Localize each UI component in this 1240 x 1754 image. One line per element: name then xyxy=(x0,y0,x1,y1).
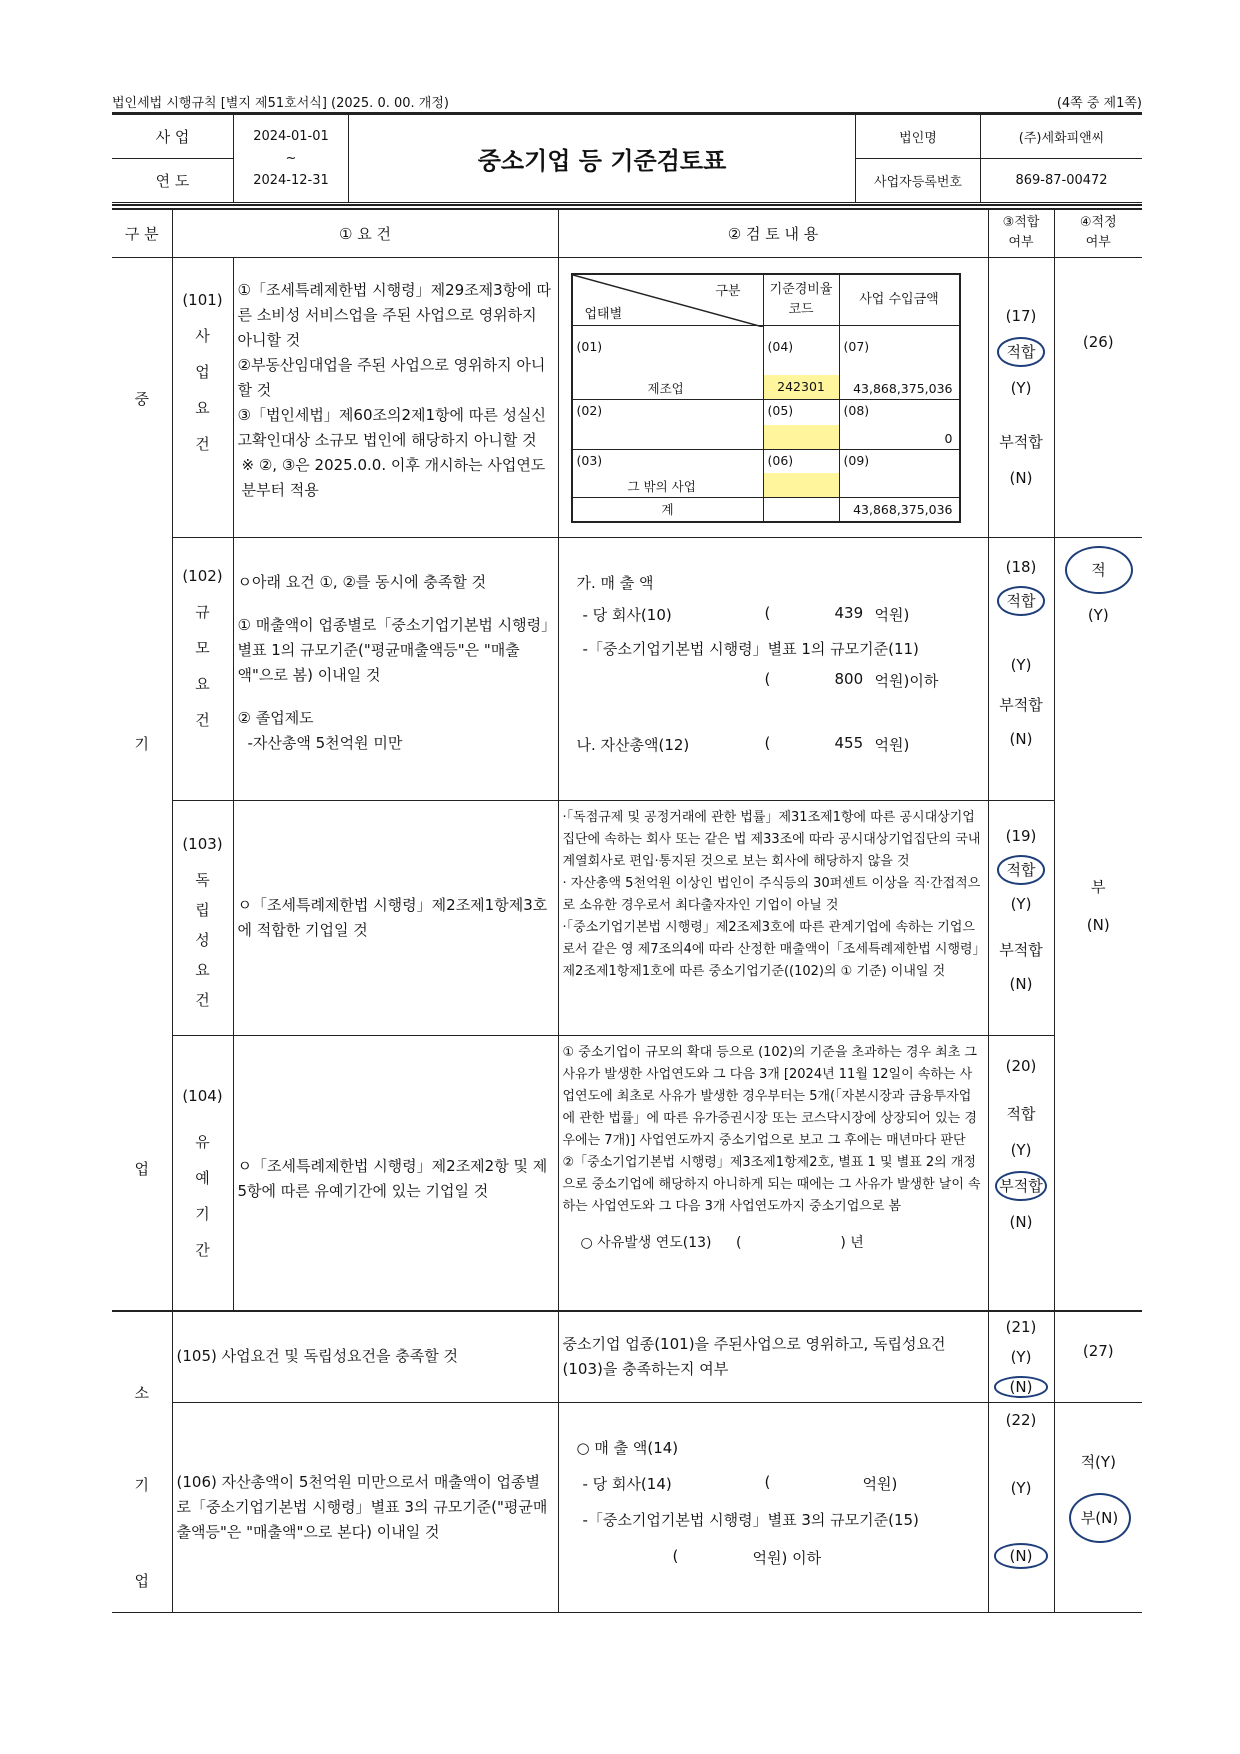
r103-name-char: 성 xyxy=(195,931,210,949)
paren-open: ( xyxy=(764,733,771,752)
r104-name-char: 간 xyxy=(195,1240,210,1259)
sme-char-1: 중 xyxy=(134,389,149,408)
col-category: 구 분 xyxy=(112,209,172,257)
fit-no: (18) xyxy=(1005,557,1037,576)
r101-req-2: ②부동산임대업을 주된 사업으로 영위하지 아니할 것 xyxy=(237,355,546,399)
unfit-label: 부적합 xyxy=(995,1171,1046,1201)
r102-name-char: 모 xyxy=(195,638,210,657)
r104-name xyxy=(172,1036,233,1311)
r104-name-char: 유 xyxy=(195,1132,210,1151)
fit-y: (Y) xyxy=(1010,895,1032,913)
ok-y: (Y) xyxy=(1087,605,1109,624)
sme-char-3: 업 xyxy=(134,1159,149,1178)
fit-y: (Y) xyxy=(1010,378,1032,397)
industry-row-3 xyxy=(572,450,764,498)
unfit-n: (N) xyxy=(994,1543,1049,1569)
col-fit-2: 여부 xyxy=(1008,235,1034,251)
own-rev-label: - 당 회사(10) xyxy=(582,605,672,624)
not-ok-n: (N) xyxy=(1086,915,1110,934)
unfit-n: (N) xyxy=(1009,729,1033,748)
paren-open: ( xyxy=(764,1473,771,1491)
own-rev-value: 439 xyxy=(834,603,864,622)
asset-unit: 억원) xyxy=(874,735,910,754)
r102-req-1: ① 매출액이 업종별로「중소기업기본법 시행령」별표 1의 규모기준("평균매출액등"은 "매출액"으로 봄) 이내일 것 xyxy=(237,615,549,684)
fit-no: (22) xyxy=(1005,1411,1037,1429)
col-requirement: ① 요 건 xyxy=(172,209,558,257)
review-table xyxy=(112,208,1142,1613)
form-header xyxy=(112,92,1142,111)
r102-review xyxy=(558,537,988,801)
r105-requirement: (105) 사업요건 및 독립성요건을 충족할 것 xyxy=(172,1311,558,1403)
paren-open: ( xyxy=(764,603,771,622)
r104-name-char: 기 xyxy=(195,1204,210,1223)
code-cell-3 xyxy=(763,450,839,498)
col-ok-2: 여부 xyxy=(1085,235,1111,251)
col-ok xyxy=(1054,209,1142,257)
code-value: 242301 xyxy=(764,375,839,399)
rev-no: (07) xyxy=(843,339,870,354)
r102-fit xyxy=(988,537,1054,801)
r102-no: (102) xyxy=(182,566,223,585)
r101-requirement xyxy=(233,257,558,537)
small-char-2: 기 xyxy=(134,1475,149,1494)
r104-review xyxy=(558,1036,988,1311)
not-ok: 부 xyxy=(1091,877,1106,896)
own-rev-label: - 당 회사(14) xyxy=(582,1475,672,1493)
h-rev: 사업 수입금액 xyxy=(839,274,960,326)
fit-option-circled xyxy=(989,853,1054,887)
r106-requirement: (106) 자산총액이 5천억원 미만으로서 매출액이 업종별로「중소기업기본법 시행령」별표 3의 규모기준("평균매출액등"은 "매출액"으로 본다) 이내일 것 xyxy=(172,1403,558,1613)
r101-name-char: 건 xyxy=(195,434,210,453)
std-label: -「중소기업기본법 시행령」별표 1의 규모기준(11) xyxy=(582,639,919,658)
fit-option-circled xyxy=(989,584,1054,618)
unfit-label: 부적합 xyxy=(999,695,1043,714)
r104-review-1: ① 중소기업이 규모의 확대 등으로 (102)의 기준을 초과하는 경우 최초 그 사유가 발생한 사업연도와 그 다음 3개 [2024년 11월 12일이 속하는 사업연도에 최초로 사유가 발생한 경우부터는 5개(「자본시장과 금융투자업에 관한 법률」에 따른 유가증권시장 또는 코스닥시장에 상장되어 있는 경우에는 7개)] 사업연도까지 중소기업으로 보고 그 후에는 매년마다 판단 xyxy=(562,1045,977,1148)
code-cell-2 xyxy=(763,400,839,450)
page-indicator: (4쪽 중 제1쪽) xyxy=(1056,96,1142,111)
code-value xyxy=(764,425,839,449)
r101-req-1: ①「조세특례제한법 시행령」제29조제3항에 따른 소비성 서비스업을 주된 사업으로 영위하지 아니할 것 xyxy=(237,280,551,349)
r106-fit xyxy=(988,1403,1054,1613)
r104-name-char: 예 xyxy=(195,1168,210,1187)
paren-open: ( xyxy=(764,669,771,688)
r101-review xyxy=(558,257,988,537)
r101-no: (101) xyxy=(182,290,223,309)
row-no: (01) xyxy=(576,339,603,354)
std-label: -「중소기업기본법 시행령」별표 3의 규모기준(15) xyxy=(582,1511,919,1529)
asset-value: 455 xyxy=(834,733,864,752)
row-no: (03) xyxy=(576,453,603,468)
fit-no: (20) xyxy=(1005,1057,1037,1075)
r101-fit xyxy=(988,257,1054,537)
row-name: 그 밖의 사업 xyxy=(627,479,696,494)
total-label: 계 xyxy=(572,498,764,522)
period-label-1: 사 업 xyxy=(112,115,234,159)
unfit-n: (N) xyxy=(994,1376,1049,1398)
small-char-1: 소 xyxy=(134,1383,149,1402)
rev-no: (09) xyxy=(843,453,870,468)
fit-no: (21) xyxy=(1005,1317,1037,1336)
corp-name: (주)세화피앤씨 xyxy=(981,115,1143,159)
unfit-option-circled xyxy=(989,1539,1054,1573)
r103-name xyxy=(172,801,233,1036)
r105-fit xyxy=(988,1311,1054,1403)
col-fit xyxy=(988,209,1054,257)
r102-req-intro: ㅇ아래 요건 ①, ②를 동시에 충족할 것 xyxy=(237,572,487,591)
r101-name xyxy=(172,257,233,537)
fit-label: 적합 xyxy=(1006,1105,1036,1123)
unfit-label: 부적합 xyxy=(999,432,1043,451)
r103-name-char: 독 xyxy=(195,871,210,889)
sme-category xyxy=(112,257,172,1311)
cause-year-unit: ) 년 xyxy=(840,1235,864,1251)
r102-name xyxy=(172,537,233,801)
r104-review-2: ②「중소기업기본법 시행령」제3조제1항제2호, 별표 1 및 별표 2의 개정으로 중소기업에 해당하지 아니하게 되는 때에는 그 사유가 발생한 날이 속하는 사업연도와 그 다음 3개 사업연도까지 중소기업으로 봄 xyxy=(562,1155,981,1214)
cause-year xyxy=(563,1232,984,1254)
rev-value: 0 xyxy=(944,431,953,446)
code-cell-1 xyxy=(763,326,839,400)
fit-no: (17) xyxy=(1005,306,1037,325)
rev-title: 가. 매 출 액 xyxy=(576,573,654,592)
rev-cell-1 xyxy=(839,326,960,400)
row-name: 제조업 xyxy=(647,381,684,396)
r101-name-char: 요 xyxy=(195,398,210,417)
corp-name-label: 법인명 xyxy=(856,115,981,159)
code-no: (06) xyxy=(767,453,794,468)
rev-cell-2 xyxy=(839,400,960,450)
industry-table xyxy=(571,273,961,523)
r103-fit xyxy=(988,801,1054,1036)
r103-no: (103) xyxy=(182,835,223,853)
h-type: 업태별 xyxy=(584,306,623,322)
r103-requirement: ㅇ「조세특례제한법 시행령」제2조제1항제3호에 적합한 기업일 것 xyxy=(233,801,558,1036)
own-rev-unit: 억원) xyxy=(874,605,910,624)
r103-name-char: 립 xyxy=(195,901,210,919)
total-value: 43,868,375,036 xyxy=(839,498,960,522)
title-rule xyxy=(112,204,1142,206)
ok-circled: 적 xyxy=(1065,546,1133,594)
col-ok-1: ④적정 xyxy=(1079,215,1117,231)
fit-y: (Y) xyxy=(1010,1347,1032,1366)
unfit-label: 부적합 xyxy=(999,941,1043,959)
paren-open: ( xyxy=(735,1235,742,1251)
biz-no-label: 사업자등록번호 xyxy=(856,159,981,203)
cause-year-label: ○ 사유발생 연도(13) xyxy=(580,1235,712,1251)
col-fit-1: ③적합 xyxy=(1002,215,1040,231)
small-category xyxy=(112,1311,172,1613)
r101-name-char: 업 xyxy=(195,362,210,381)
r101-req-3: ③「법인세법」제60조의2제1항에 따른 성실신고확인대상 소규모 법인에 해당하지 아니할 것 xyxy=(237,405,547,449)
h-code: 기준경비율코드 xyxy=(763,274,839,326)
page-title: 중소기업 등 기준검토표 xyxy=(349,115,856,203)
period-tilde: ~ xyxy=(285,150,297,166)
period-range xyxy=(234,115,349,203)
industry-row-1 xyxy=(572,326,764,400)
code-value xyxy=(764,473,839,497)
r102-name-char: 요 xyxy=(195,674,210,693)
std-unit: 억원)이하 xyxy=(874,671,939,690)
sme-char-2: 기 xyxy=(134,734,149,753)
std-unit: 억원) 이하 xyxy=(752,1549,822,1567)
r102-name-char: 규 xyxy=(195,602,210,621)
unfit-option-circled xyxy=(989,1372,1054,1402)
small-char-3: 업 xyxy=(134,1571,149,1590)
code-no: (05) xyxy=(767,403,794,418)
fit-y: (Y) xyxy=(1010,655,1032,674)
r103-name-char: 요 xyxy=(195,961,210,979)
ok-y: 적(Y) xyxy=(1080,1452,1116,1471)
fit-label: 적합 xyxy=(997,586,1046,616)
rev-no: (08) xyxy=(843,403,870,418)
r105-ok: (27) xyxy=(1054,1311,1142,1403)
biz-no: 869-87-00472 xyxy=(981,159,1143,203)
r102-req-2-title: ② 졸업제도 xyxy=(237,708,314,727)
sme-ok xyxy=(1054,537,1142,1311)
r104-fit xyxy=(988,1036,1054,1311)
paren-open: ( xyxy=(672,1547,679,1565)
rev-cell-3 xyxy=(839,450,960,498)
h-gubun: 구분 xyxy=(715,283,741,299)
industry-header-diag xyxy=(572,274,764,326)
fit-y: (Y) xyxy=(1010,1141,1032,1159)
r102-req-2: -자산총액 5천억원 미만 xyxy=(247,733,403,752)
own-rev-unit: 억원) xyxy=(862,1475,898,1493)
r103-name-char: 건 xyxy=(195,991,210,1009)
r106-review xyxy=(558,1403,988,1613)
unfit-n: (N) xyxy=(1009,1213,1033,1231)
r104-requirement: ㅇ「조세특례제한법 시행령」제2조제2항 및 제5항에 따른 유예기간에 있는 기업일 것 xyxy=(233,1036,558,1311)
r102-name-char: 건 xyxy=(195,710,210,729)
period-end: 2024-12-31 xyxy=(253,172,329,188)
period-label-2: 연 도 xyxy=(112,159,234,203)
unfit-option-circled xyxy=(989,1168,1054,1204)
r101-req-note: ※ ②, ③은 2025.0.0. 이후 개시하는 사업연도분부터 적용 xyxy=(241,455,546,499)
r103-review: ·「독점규제 및 공정거래에 관한 법률」제31조제1항에 따른 공시대상기업집단에 속하는 회사 또는 같은 법 제33조에 따라 공시대상기업집단의 국내 계열회사로 편입·통지된 것으로 보는 회사에 해당하지 않을 것 · 자산총액 5천억원 이상인 법인이 주식등의 30퍼센트 이상을 직·간접적으로 소유한 경우로서 최다출자자인 기업이 아닐 것 ·「중소기업기본법 시행령」제2조제3호에 따른 관계기업에 속하는 기업으로서 같은 영 제7조의4에 따라 산정한 매출액이「조세특례제한법 시행령」제2조제1항제1호에 따른 중소기업기준((102)의 ① 기준) 이내일 것 xyxy=(558,801,988,1036)
unfit-n: (N) xyxy=(1009,468,1033,487)
r104-no: (104) xyxy=(182,1086,223,1105)
row-no: (02) xyxy=(576,403,603,418)
r105-review: 중소기업 업종(101)을 주된사업으로 영위하고, 독립성요건(103)을 충족하는지 여부 xyxy=(558,1311,988,1403)
r101-name-char: 사 xyxy=(195,326,210,345)
fit-y: (Y) xyxy=(1010,1479,1032,1497)
rev-title: ○ 매 출 액(14) xyxy=(576,1439,679,1457)
col-review: ② 검 토 내 용 xyxy=(558,209,988,257)
industry-row-2 xyxy=(572,400,764,450)
rev-value: 43,868,375,036 xyxy=(853,381,953,396)
r102-requirement xyxy=(233,537,558,801)
fit-option-circled xyxy=(989,334,1054,370)
r106-ok xyxy=(1054,1403,1142,1613)
title-block xyxy=(112,114,1142,203)
r101-ok: (26) xyxy=(1054,257,1142,537)
std-value: 800 xyxy=(834,669,864,688)
fit-label: 적합 xyxy=(997,855,1046,885)
period-start: 2024-01-01 xyxy=(253,128,329,144)
fit-no: (19) xyxy=(1005,827,1037,845)
code-no: (04) xyxy=(767,339,794,354)
unfit-n: (N) xyxy=(1009,975,1033,993)
not-ok-circled: 부(N) xyxy=(1069,1493,1131,1543)
form-reference: 법인세법 시행규칙 [별지 제51호서식] (2025. 0. 00. 개정) xyxy=(112,96,449,111)
fit-label: 적합 xyxy=(997,337,1046,367)
total-code-empty xyxy=(763,498,839,522)
asset-label: 나. 자산총액(12) xyxy=(576,735,690,754)
